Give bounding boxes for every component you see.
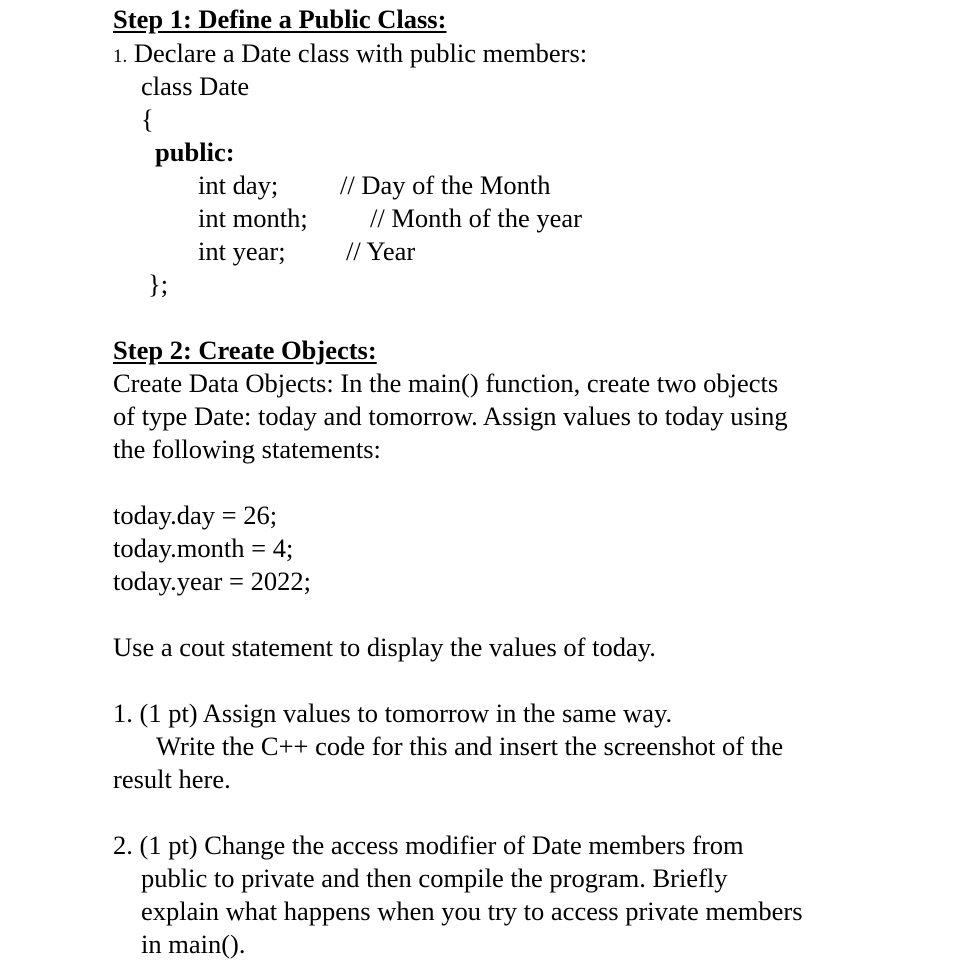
question-2-line: in main().	[141, 929, 246, 959]
code-member-decl: int month;	[198, 203, 308, 233]
question-2-line: explain what happens when you try to access private members	[141, 896, 803, 926]
question-2-line: public to private and then compile the program. Briefly	[141, 863, 728, 893]
assignment-statement: today.year = 2022;	[113, 566, 311, 596]
code-access-specifier: public:	[155, 137, 235, 167]
code-close-brace: };	[148, 269, 169, 299]
code-member-decl: int day;	[198, 170, 279, 200]
step1-item-text: Declare a Date class with public members:	[133, 38, 588, 68]
step2-intro-line: Create Data Objects: In the main() function, create two objects	[113, 368, 779, 398]
assignment-statement: today.month = 4;	[113, 533, 294, 563]
code-member-decl: int year;	[198, 236, 286, 266]
cout-note: Use a cout statement to display the values of today.	[113, 632, 656, 662]
code-member-comment: // Month of the year	[370, 203, 582, 233]
step1-item-number: 1.	[113, 46, 128, 67]
step1-item	[113, 37, 587, 69]
question-1-line: result here.	[113, 764, 231, 794]
step2-intro-line: the following statements:	[113, 434, 381, 464]
assignment-statement: today.day = 26;	[113, 500, 278, 530]
question-1-line: Write the C++ code for this and insert the screenshot of the	[156, 731, 784, 761]
code-open-brace: {	[141, 104, 154, 134]
step1-heading: Step 1: Define a Public Class:	[113, 4, 447, 34]
code-member-comment: // Year	[346, 236, 416, 266]
code-class-decl: class Date	[141, 71, 250, 101]
question-2-line: 2. (1 pt) Change the access modifier of Date members from	[113, 830, 744, 860]
step2-intro-line: of type Date: today and tomorrow. Assign values to today using	[113, 401, 788, 431]
question-1-line: 1. (1 pt) Assign values to tomorrow in the same way.	[113, 698, 673, 728]
code-member-comment: // Day of the Month	[340, 170, 551, 200]
step2-heading: Step 2: Create Objects:	[113, 335, 377, 365]
